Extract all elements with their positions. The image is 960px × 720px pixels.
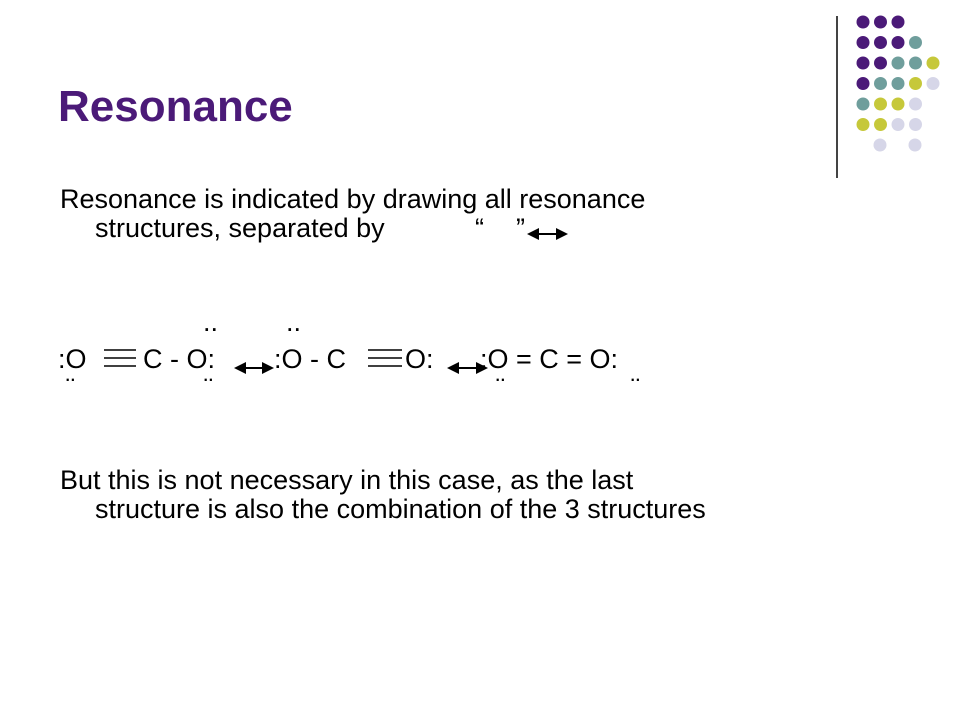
decorative-dot (857, 36, 870, 49)
decorative-dot (909, 118, 922, 131)
paragraph-1-line-2-text: structures, separated by (95, 213, 385, 243)
lone-pair-top-1: .. (203, 307, 219, 337)
decorative-dot (874, 139, 887, 152)
triple-bond-icon (368, 350, 402, 366)
open-quote: “ (475, 213, 484, 243)
decorative-dot (874, 118, 887, 131)
decorative-dot (892, 36, 905, 49)
structure-2-left: :O - C (274, 344, 346, 374)
decorative-dot (857, 98, 870, 111)
decorative-dot (909, 98, 922, 111)
decorative-divider (836, 16, 838, 178)
structure-1-right: C - O: (143, 344, 215, 374)
decorative-dot (927, 77, 940, 90)
lone-pair-bottom-3: ¨ (496, 373, 505, 403)
decorative-dot (892, 118, 905, 131)
slide-title: Resonance (58, 82, 293, 131)
decorative-dot (892, 77, 905, 90)
lone-pair-top-2: .. (286, 307, 302, 337)
decorative-dot (909, 36, 922, 49)
lone-pair-bottom-4: ¨ (631, 373, 640, 403)
decorative-dot (874, 57, 887, 70)
decorative-dot (857, 77, 870, 90)
paragraph-1-line-2 (95, 213, 385, 243)
paragraph-1-line-1: Resonance is indicated by drawing all resonance (60, 184, 646, 214)
decorative-dot (857, 16, 870, 29)
lone-pair-bottom-2: ¨ (204, 373, 213, 403)
structure-1-left: :O (58, 344, 87, 374)
structure-3: :O = C = O: (480, 344, 619, 374)
structure-2-right: O: (405, 344, 434, 374)
decorative-dot (909, 77, 922, 90)
triple-bond-icon (104, 350, 136, 366)
decorative-dot (892, 98, 905, 111)
paragraph-2-line-2: structure is also the combination of the 3 structures (95, 494, 706, 524)
decorative-dot (874, 77, 887, 90)
decorative-dot (874, 98, 887, 111)
paragraph-2-line-1: But this is not necessary in this case, as the last (60, 465, 634, 495)
decorative-dot (874, 16, 887, 29)
decorative-dot (874, 36, 887, 49)
lone-pair-bottom-1: ¨ (66, 373, 75, 403)
decorative-dot (909, 57, 922, 70)
decorative-dot (892, 16, 905, 29)
decorative-dot (892, 57, 905, 70)
decorative-dot (909, 139, 922, 152)
close-quote: ” (516, 213, 525, 243)
decorative-dot (857, 57, 870, 70)
decorative-dot (927, 57, 940, 70)
decorative-dot (857, 118, 870, 131)
